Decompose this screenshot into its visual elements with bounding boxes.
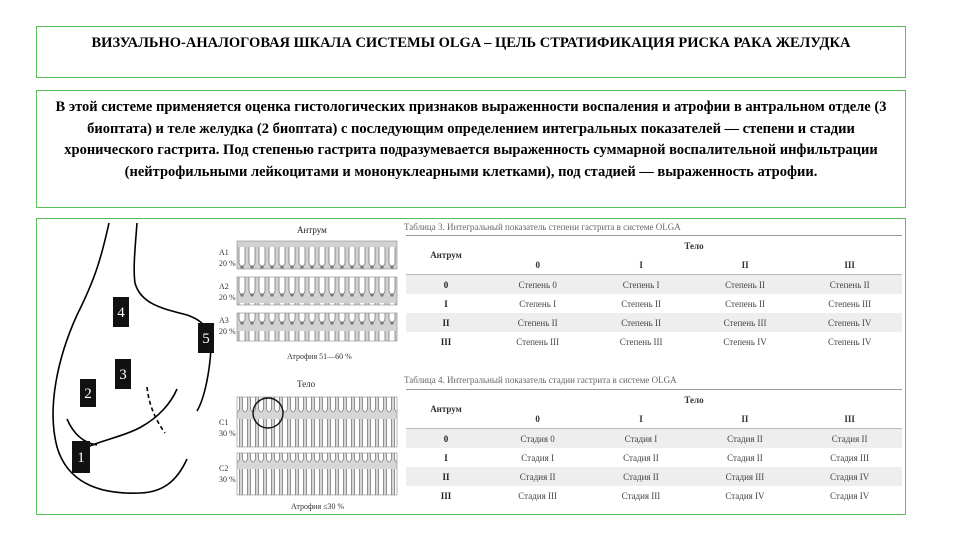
table-cell: Стадия II [623,471,659,482]
gland-strip-c2 [237,453,397,495]
row-c1-pct: 30 % [219,429,236,438]
row-a1-pct: 20 % [219,259,236,268]
zone-4-label: 4 [117,305,125,321]
table-cell: Степень I [519,298,557,309]
antrum-atrophy-caption: Атрофия 51—60 % [287,352,352,361]
table-cell: Стадия 0 [486,429,589,449]
table3-col: I [639,259,643,270]
olga-tables [400,219,906,515]
table-cell: Стадия I [589,429,692,449]
description-text: В этой системе применяется оценка гистологических признаков выраженности воспаления и атрофии в антральном отделе (3 биоптата) и теле желудка (2 биоптата) с последующим определением интегральных показателей — степени и стадии хронического гастрита. Под степенью гастрита подразумевается выраженность суммарной воспалительной инфильтрации (нейтрофильными лейкоцитами и мононуклеарными клетками), под стадией — выраженность атрофии. [55,99,887,180]
table-cell: Стадия III [621,490,661,501]
table-cell: Степень IV [828,317,872,328]
table-row [406,448,902,467]
table-cell: Стадия IV [830,471,870,482]
table-cell: Стадия II [623,452,659,463]
gland-strip-a1 [237,241,397,269]
table4-stage [406,389,902,505]
antrum-label: Антрум [297,225,327,235]
table-cell: Степень IV [723,336,767,347]
table-cell: Степень II [517,317,558,328]
table-cell: Степень III [723,317,767,328]
table4-row-header: Антрум [406,390,486,429]
zone-markers [72,297,214,473]
zone-5-label: 5 [202,331,210,347]
row-label: 0 [406,429,486,449]
table4-col-group: Тело [486,390,902,410]
table-cell: Стадия II [693,429,798,449]
table-cell: Степень III [828,298,872,309]
table-cell: Стадия II [727,452,763,463]
table-row [406,486,902,505]
table3-col-group: Тело [486,236,902,256]
table-cell: Степень III [516,336,560,347]
table-cell: Степень 0 [486,275,589,295]
table3-col: 0 [535,259,540,270]
description-box [36,90,906,208]
row-a1-id: A1 [219,248,229,257]
antrum-row-a2 [219,277,397,305]
body-row-c2 [219,453,397,495]
table-cell: Степень II [797,275,902,295]
row-label: II [442,471,450,482]
histology-scale [217,219,400,515]
row-label: I [444,452,448,463]
table4-col: 0 [535,413,540,424]
zone-1-label: 1 [77,450,85,466]
body-atrophy-caption: Атрофия ≤30 % [291,502,345,511]
row-a3-pct: 20 % [219,327,236,336]
table-row [406,275,902,295]
body-label: Тело [297,379,316,389]
gland-strip-a3 [237,313,397,341]
table4-col: I [639,413,643,424]
table4-caption: Таблица 4. Интегральный показатель стадии гастрита в системе OLGA [404,375,677,385]
stomach-diagram [37,219,217,515]
table-row [406,467,902,486]
row-a2-id: A2 [219,282,229,291]
table-cell: Степень I [589,275,692,295]
row-label: II [442,317,450,328]
table-row [406,332,902,351]
body-row-c1 [219,397,397,447]
table-cell: Стадия III [725,471,765,482]
gland-strip-c1 [237,397,397,447]
table4-col: II [741,413,749,424]
figure-panel [36,218,906,515]
row-a2-pct: 20 % [219,293,236,302]
row-c2-id: C2 [219,464,229,473]
row-label: 0 [406,275,486,295]
table-cell: Стадия II [797,429,902,449]
zone-3-label: 3 [119,367,127,383]
table3-grade [406,235,902,351]
row-a3-id: A3 [219,316,229,325]
row-label: III [440,336,452,347]
table-cell: Стадия III [518,490,557,501]
row-c2-pct: 30 % [219,475,236,484]
gland-strip-a2 [237,277,397,305]
table-cell: Стадия II [519,471,556,482]
table3-row-header: Антрум [406,236,486,275]
antrum-row-a3 [219,313,397,341]
table3-col: III [844,259,855,270]
slide-title: ВИЗУАЛЬНО-АНАЛОГОВАЯ ШКАЛА СИСТЕМЫ OLGA – ЦЕЛЬ СТРАТИФИКАЦИЯ РИСКА РАКА ЖЕЛУДКА [91,35,851,51]
table-row [406,294,902,313]
table-cell: Стадия I [521,452,554,463]
row-label: III [440,490,452,501]
table-cell: Степень II [621,298,661,309]
table-row [406,313,902,332]
antrum-row-a1 [219,241,397,269]
table-cell: Степень II [693,275,798,295]
table-cell: Степень II [725,298,765,309]
row-c1-id: C1 [219,418,229,427]
table-cell: Степень III [619,336,663,347]
title-box [36,26,906,78]
table-row [406,429,902,449]
table-cell: Степень II [621,317,661,328]
table3-col: II [741,259,749,270]
table-cell: Стадия IV [725,490,765,501]
table-cell: Стадия IV [830,490,870,501]
row-label: I [444,298,448,309]
table-cell: Степень IV [828,336,872,347]
table3-caption: Таблица 3. Интегральный показатель степени гастрита в системе OLGA [404,222,681,232]
table-cell: Стадия III [830,452,869,463]
zone-2-label: 2 [84,386,92,402]
table4-col: III [844,413,855,424]
